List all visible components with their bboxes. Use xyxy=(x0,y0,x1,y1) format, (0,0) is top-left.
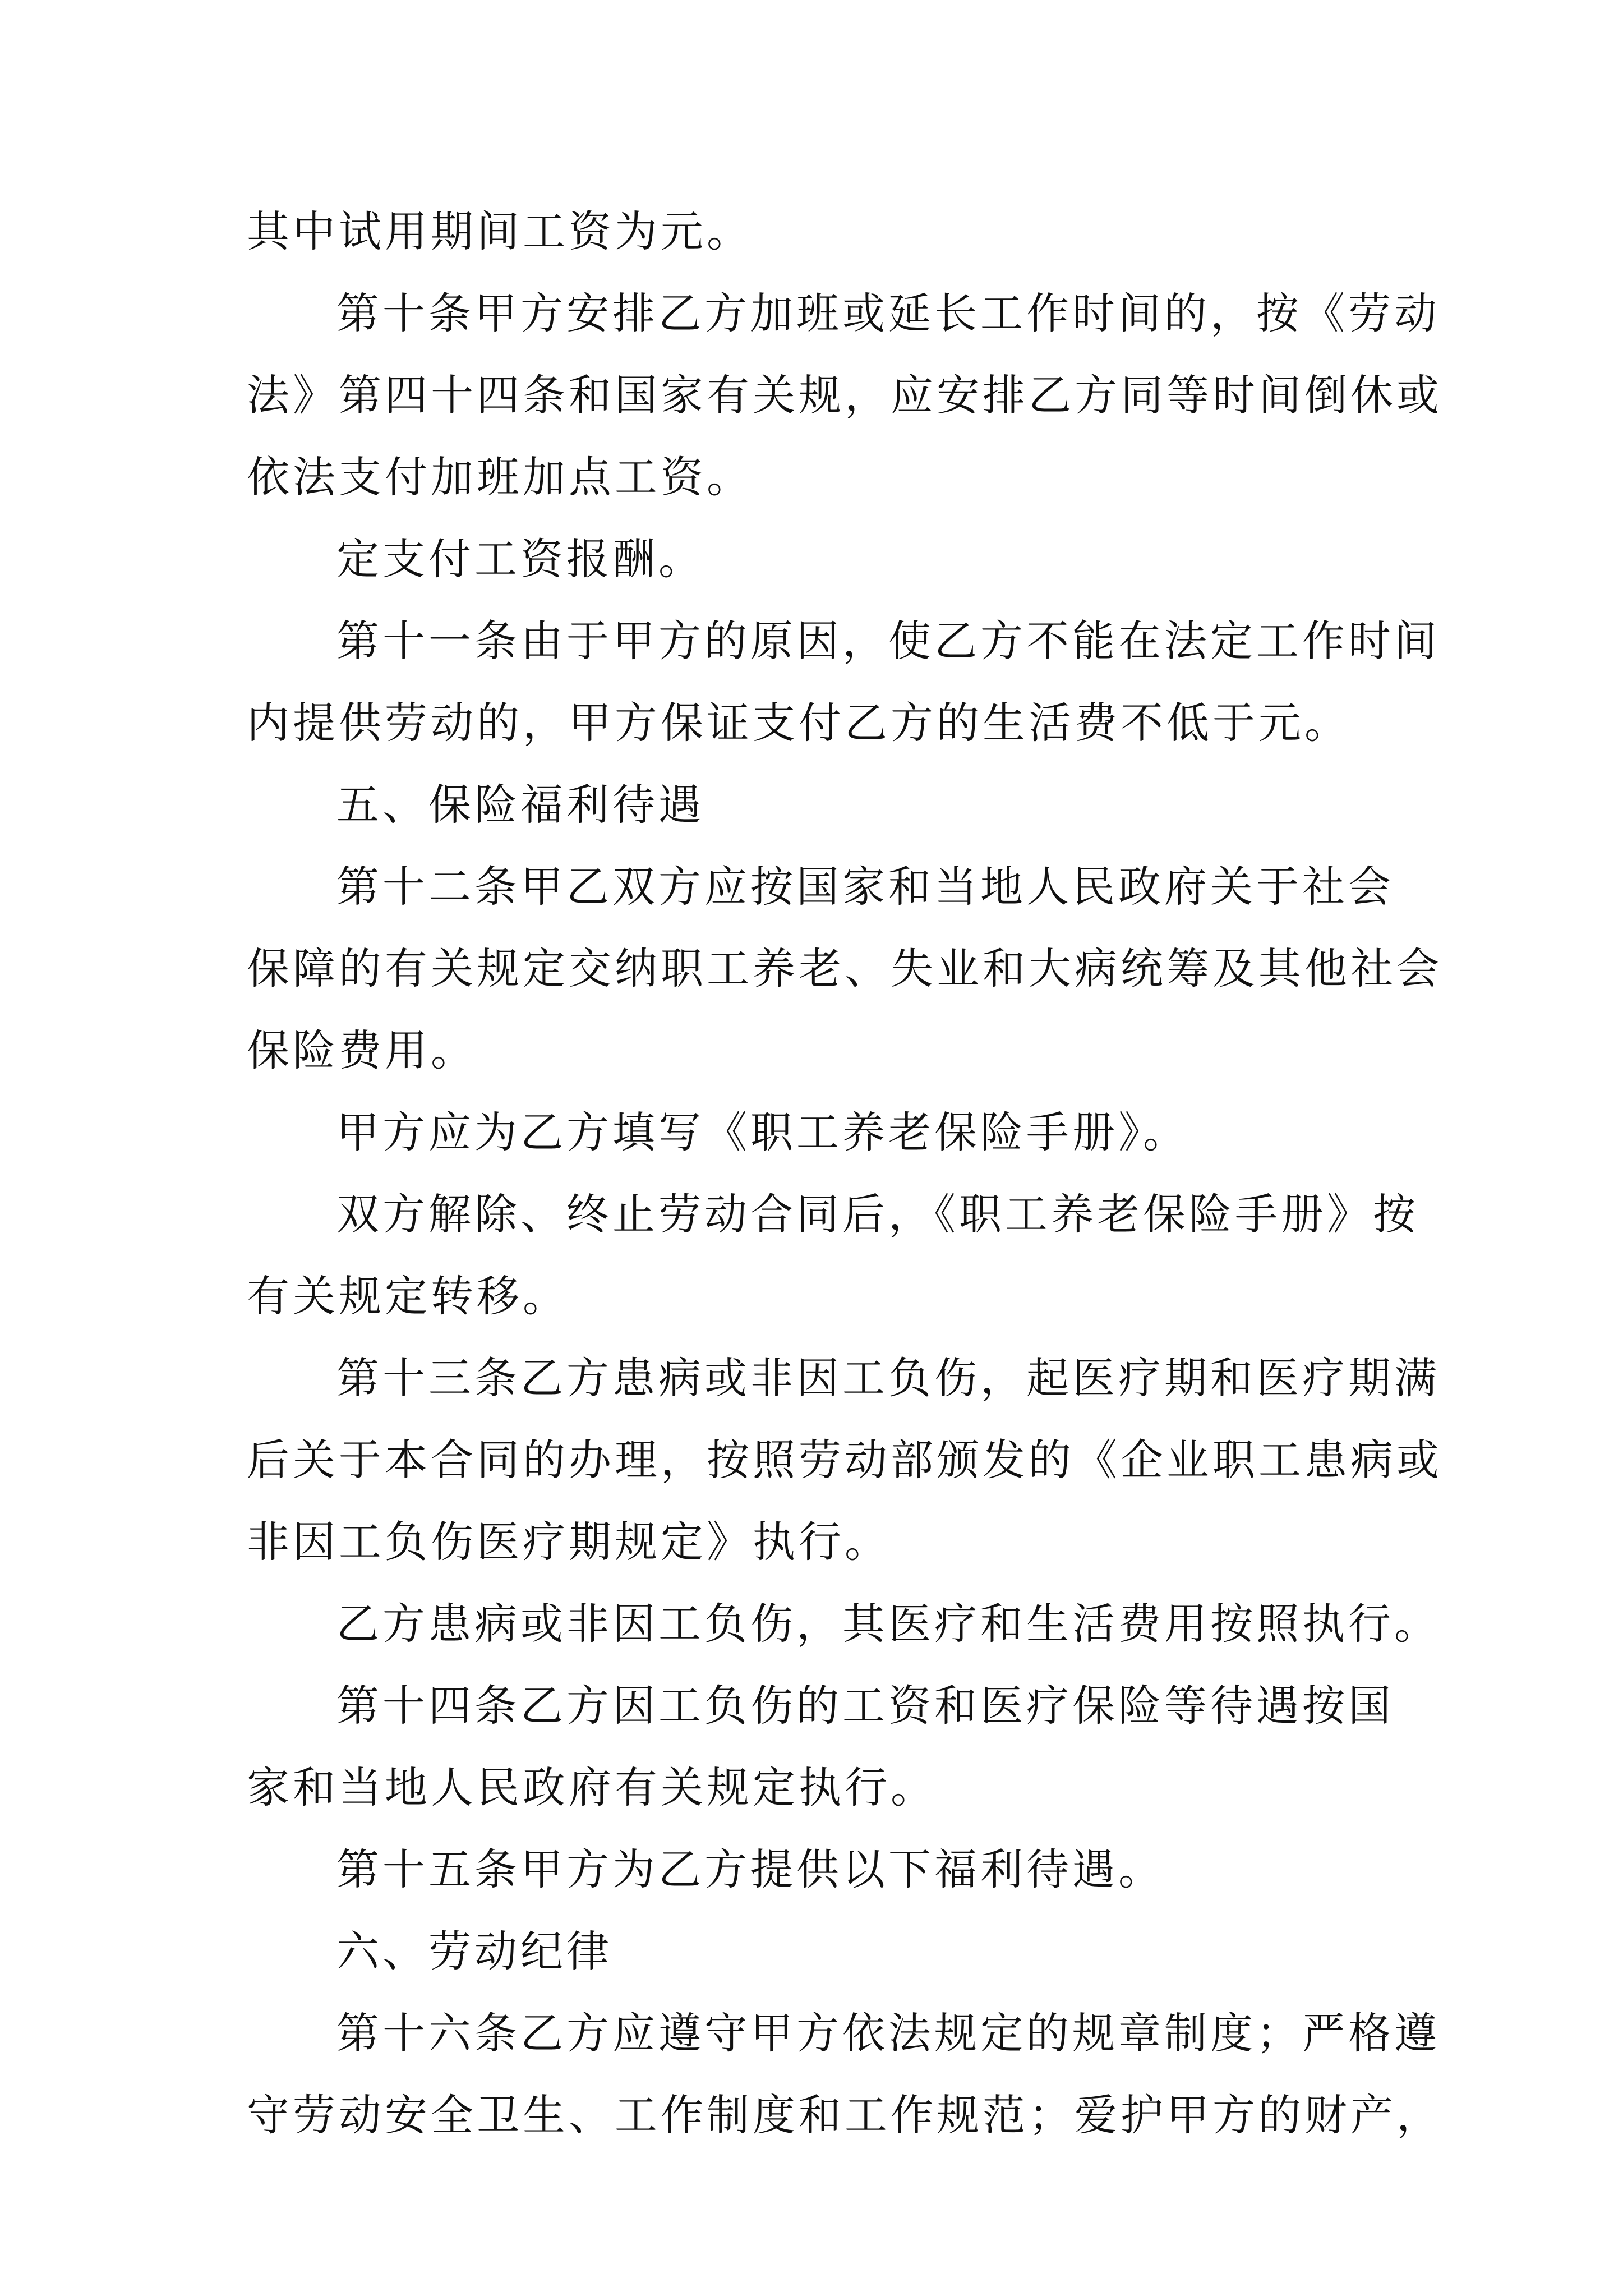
text-line: 非因工负伤医疗期规定》执行。 xyxy=(247,1517,891,1567)
text-line: 后关于本合同的办理，按照劳动部颁发的《企业职工患病或 xyxy=(247,1435,1442,1485)
text-line: 内提供劳动的，甲方保证支付乙方的生活费不低于元。 xyxy=(247,698,1350,748)
text-line: 乙方患病或非因工负伤，其医疗和生活费用按照执行。 xyxy=(336,1599,1440,1649)
text-line: 守劳动安全卫生、工作制度和工作规范；爱护甲方的财产， xyxy=(247,2090,1442,2140)
text-line: 甲方应为乙方填写《职工养老保险手册》。 xyxy=(336,1107,1189,1157)
text-line: 第十六条乙方应遵守甲方依法规定的规章制度；严格遵 xyxy=(336,2008,1440,2058)
text-line: 第十二条甲乙双方应按国家和当地人民政府关于社会 xyxy=(336,862,1394,912)
text-line: 第十四条乙方因工负伤的工资和医疗保险等待遇按国 xyxy=(336,1681,1394,1731)
section-heading: 六、劳动纪律 xyxy=(336,1926,612,1976)
text-line: 保障的有关规定交纳职工养老、失业和大病统筹及其他社会 xyxy=(247,944,1442,993)
text-line: 家和当地人民政府有关规定执行。 xyxy=(247,1763,937,1812)
text-line: 第十一条由于甲方的原因，使乙方不能在法定工作时间 xyxy=(336,616,1440,666)
text-line: 依法支付加班加点工资。 xyxy=(247,452,753,502)
text-line: 定支付工资报酬。 xyxy=(336,534,704,584)
text-line: 其中试用期间工资为元。 xyxy=(247,206,753,256)
document-body xyxy=(247,191,1442,2156)
text-line: 法》第四十四条和国家有关规，应安排乙方同等时间倒休或 xyxy=(247,370,1442,420)
text-line: 第十条甲方安排乙方加班或延长工作时间的，按《劳动 xyxy=(336,288,1440,338)
text-line: 双方解除、终止劳动合同后，《职工养老保险手册》按 xyxy=(336,1189,1419,1239)
text-line: 第十三条乙方患病或非因工负伤，起医疗期和医疗期满 xyxy=(336,1353,1440,1403)
section-heading: 五、保险福利待遇 xyxy=(336,780,704,830)
text-line: 第十五条甲方为乙方提供以下福利待遇。 xyxy=(336,1844,1164,1894)
text-line: 有关规定转移。 xyxy=(247,1271,569,1321)
text-line: 保险费用。 xyxy=(247,1025,477,1075)
